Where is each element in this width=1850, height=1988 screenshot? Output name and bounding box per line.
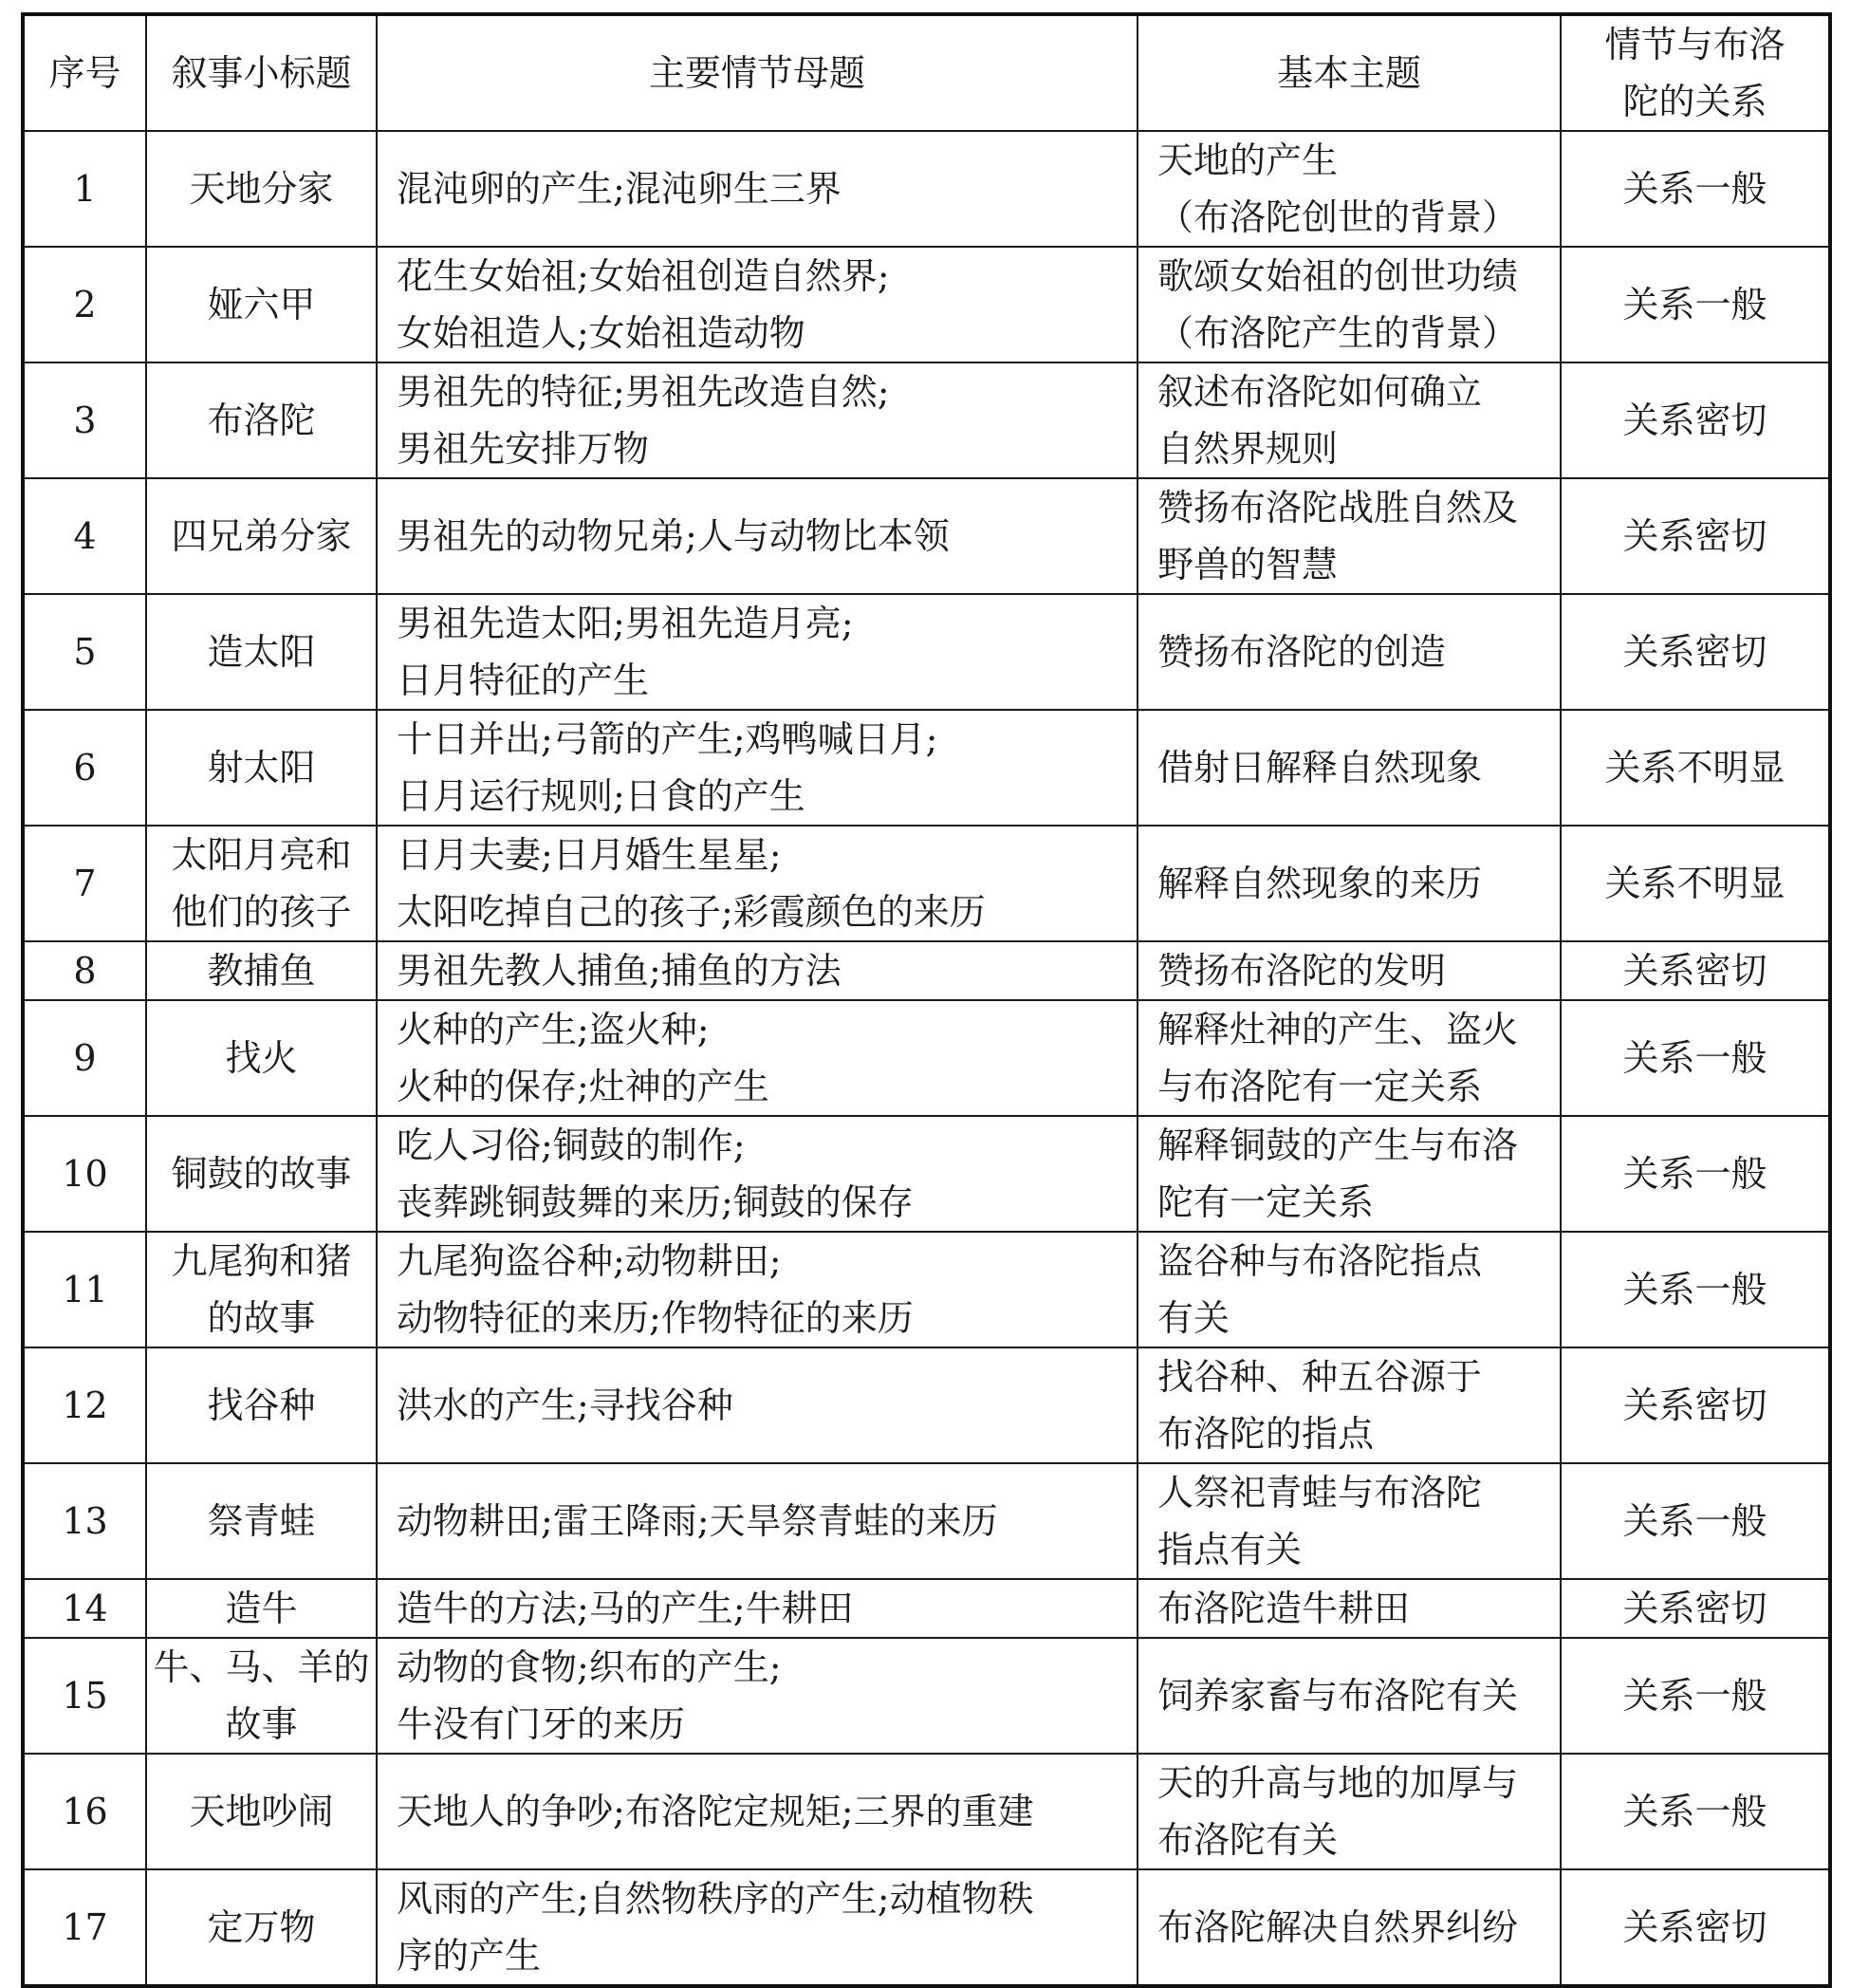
cell-theme xyxy=(1138,1579,1561,1638)
header-relation: 情节与布洛 陀的关系 xyxy=(1561,14,1830,131)
cell-theme xyxy=(1138,1116,1561,1232)
cell-line: 歌颂女始祖的创世功绩 xyxy=(1157,255,1519,297)
cell-no: 17 xyxy=(23,1869,146,1986)
cell-line: 九尾狗和猪 xyxy=(171,1240,352,1282)
cell-title xyxy=(146,826,377,941)
cell-line: 人祭祀青蛙与布洛陀 xyxy=(1157,1472,1483,1514)
cell-line: 的故事 xyxy=(207,1297,316,1339)
table-row xyxy=(23,594,1830,710)
cell-line: 娅六甲 xyxy=(207,284,316,325)
cell-no: 3 xyxy=(23,362,146,478)
cell-title xyxy=(146,941,377,1000)
table-row xyxy=(23,1638,1830,1754)
cell-title xyxy=(146,1579,377,1638)
cell-theme xyxy=(1138,710,1561,826)
cell-relation: 关系一般 xyxy=(1561,1000,1830,1116)
cell-line: 铜鼓的故事 xyxy=(171,1153,352,1195)
cell-motifs xyxy=(377,1000,1138,1116)
cell-line: 陀有一定关系 xyxy=(1157,1181,1375,1223)
cell-line: 造太阳 xyxy=(207,631,316,673)
cell-line: 他们的孩子 xyxy=(171,891,352,933)
cell-line: 九尾狗盗谷种;动物耕田; xyxy=(397,1240,782,1282)
cell-theme xyxy=(1138,594,1561,710)
table-container xyxy=(21,12,1832,1988)
table-row xyxy=(23,131,1830,247)
table-row xyxy=(23,1579,1830,1638)
cell-line: 找火 xyxy=(225,1037,298,1079)
table-row xyxy=(23,478,1830,594)
cell-theme xyxy=(1138,247,1561,362)
cell-relation: 关系一般 xyxy=(1561,131,1830,247)
cell-motifs xyxy=(377,247,1138,362)
cell-relation: 关系密切 xyxy=(1561,1579,1830,1638)
cell-theme xyxy=(1138,1232,1561,1347)
cell-line: 找谷种 xyxy=(207,1384,316,1426)
cell-line: 日月特征的产生 xyxy=(397,660,650,701)
table-row xyxy=(23,1463,1830,1579)
cell-line: 吃人习俗;铜鼓的制作; xyxy=(397,1124,746,1166)
cell-line: 洪水的产生;寻找谷种 xyxy=(397,1384,733,1426)
cell-title xyxy=(146,247,377,362)
cell-line: 解释铜鼓的产生与布洛 xyxy=(1157,1124,1519,1166)
cell-motifs xyxy=(377,1638,1138,1754)
cell-line: （布洛陀创世的背景） xyxy=(1157,196,1519,238)
cell-relation: 关系不明显 xyxy=(1561,826,1830,941)
cell-line: 太阳月亮和 xyxy=(171,834,352,876)
cell-line: 动物的食物;织布的产生; xyxy=(397,1646,782,1688)
motif-table xyxy=(21,12,1832,1988)
cell-motifs xyxy=(377,1347,1138,1463)
cell-line: 丧葬跳铜鼓舞的来历;铜鼓的保存 xyxy=(397,1181,914,1223)
cell-theme xyxy=(1138,478,1561,594)
cell-line: 牛没有门牙的来历 xyxy=(397,1703,686,1745)
cell-line: 射太阳 xyxy=(207,747,316,789)
cell-no: 16 xyxy=(23,1754,146,1869)
cell-relation: 关系一般 xyxy=(1561,1754,1830,1869)
cell-title xyxy=(146,478,377,594)
cell-line: 天的升高与地的加厚与 xyxy=(1157,1762,1519,1804)
cell-line: 四兄弟分家 xyxy=(171,515,352,557)
header-motifs: 主要情节母题 xyxy=(377,14,1138,131)
table-row xyxy=(23,941,1830,1000)
header-row xyxy=(23,14,1830,131)
cell-line: 饲养家畜与布洛陀有关 xyxy=(1157,1675,1519,1717)
table-row xyxy=(23,1116,1830,1232)
cell-line: 十日并出;弓箭的产生;鸡鸭喊日月; xyxy=(397,718,938,760)
cell-line: 祭青蛙 xyxy=(207,1500,316,1542)
cell-relation: 关系一般 xyxy=(1561,247,1830,362)
cell-line: 天地的产生 xyxy=(1157,139,1339,181)
cell-no: 10 xyxy=(23,1116,146,1232)
cell-title xyxy=(146,1347,377,1463)
cell-line: 男祖先安排万物 xyxy=(397,428,650,470)
cell-line: 赞扬布洛陀的创造 xyxy=(1157,631,1447,673)
cell-line: 布洛陀造牛耕田 xyxy=(1157,1588,1411,1629)
cell-relation: 关系密切 xyxy=(1561,478,1830,594)
cell-no: 4 xyxy=(23,478,146,594)
cell-line: 太阳吃掉自己的孩子;彩霞颜色的来历 xyxy=(397,891,986,933)
table-row xyxy=(23,1347,1830,1463)
cell-theme xyxy=(1138,1754,1561,1869)
cell-theme xyxy=(1138,1638,1561,1754)
cell-relation: 关系一般 xyxy=(1561,1116,1830,1232)
cell-no: 14 xyxy=(23,1579,146,1638)
cell-theme xyxy=(1138,826,1561,941)
cell-relation: 关系密切 xyxy=(1561,362,1830,478)
cell-no: 1 xyxy=(23,131,146,247)
cell-line: 解释自然现象的来历 xyxy=(1157,863,1483,904)
cell-no: 2 xyxy=(23,247,146,362)
cell-theme xyxy=(1138,362,1561,478)
cell-title xyxy=(146,1638,377,1754)
cell-line: 自然界规则 xyxy=(1157,428,1339,470)
cell-line: 天地人的争吵;布洛陀定规矩;三界的重建 xyxy=(397,1791,1034,1832)
cell-line: 序的产生 xyxy=(397,1935,542,1977)
cell-no: 15 xyxy=(23,1638,146,1754)
cell-line: 混沌卵的产生;混沌卵生三界 xyxy=(397,168,842,210)
cell-line: 布洛陀 xyxy=(207,399,316,441)
cell-no: 6 xyxy=(23,710,146,826)
cell-title xyxy=(146,362,377,478)
cell-no: 9 xyxy=(23,1000,146,1116)
cell-line: 借射日解释自然现象 xyxy=(1157,747,1483,789)
cell-title xyxy=(146,1116,377,1232)
cell-line: 牛、马、羊的 xyxy=(153,1646,370,1688)
cell-line: 找谷种、种五谷源于 xyxy=(1157,1356,1483,1398)
cell-line: （布洛陀产生的背景） xyxy=(1157,312,1519,354)
header-theme: 基本主题 xyxy=(1138,14,1561,131)
cell-relation: 关系密切 xyxy=(1561,941,1830,1000)
cell-line: 定万物 xyxy=(207,1906,316,1948)
cell-relation: 关系一般 xyxy=(1561,1463,1830,1579)
cell-title xyxy=(146,1000,377,1116)
cell-line: 日月运行规则;日食的产生 xyxy=(397,775,805,817)
cell-line: 布洛陀解决自然界纠纷 xyxy=(1157,1906,1519,1948)
cell-motifs xyxy=(377,1463,1138,1579)
cell-motifs xyxy=(377,1232,1138,1347)
cell-motifs xyxy=(377,1116,1138,1232)
cell-motifs xyxy=(377,594,1138,710)
cell-line: 赞扬布洛陀战胜自然及 xyxy=(1157,487,1519,529)
cell-no: 13 xyxy=(23,1463,146,1579)
cell-line: 与布洛陀有一定关系 xyxy=(1157,1066,1483,1107)
cell-motifs xyxy=(377,941,1138,1000)
table-row xyxy=(23,826,1830,941)
cell-relation: 关系密切 xyxy=(1561,1869,1830,1986)
cell-line: 指点有关 xyxy=(1157,1529,1303,1570)
cell-line: 布洛陀有关 xyxy=(1157,1819,1339,1861)
cell-line: 花生女始祖;女始祖创造自然界; xyxy=(397,255,890,297)
cell-line: 男祖先的特征;男祖先改造自然; xyxy=(397,371,890,413)
cell-line: 火种的保存;灶神的产生 xyxy=(397,1066,769,1107)
cell-line: 造牛的方法;马的产生;牛耕田 xyxy=(397,1588,854,1629)
cell-theme xyxy=(1138,1869,1561,1986)
cell-title xyxy=(146,594,377,710)
cell-relation: 关系密切 xyxy=(1561,594,1830,710)
cell-theme xyxy=(1138,1463,1561,1579)
cell-no: 7 xyxy=(23,826,146,941)
cell-line: 火种的产生;盗火种; xyxy=(397,1009,710,1050)
cell-title xyxy=(146,1232,377,1347)
cell-line: 男祖先的动物兄弟;人与动物比本领 xyxy=(397,515,950,557)
cell-motifs xyxy=(377,826,1138,941)
cell-line: 动物特征的来历;作物特征的来历 xyxy=(397,1297,914,1339)
table-row xyxy=(23,710,1830,826)
cell-no: 12 xyxy=(23,1347,146,1463)
cell-line: 女始祖造人;女始祖造动物 xyxy=(397,312,805,354)
cell-line: 日月夫妻;日月婚生星星; xyxy=(397,834,782,876)
cell-line: 有关 xyxy=(1157,1297,1230,1339)
cell-line: 叙述布洛陀如何确立 xyxy=(1157,371,1483,413)
cell-title xyxy=(146,710,377,826)
cell-line: 布洛陀的指点 xyxy=(1157,1413,1375,1455)
cell-line: 男祖先教人捕鱼;捕鱼的方法 xyxy=(397,950,842,992)
cell-line: 野兽的智慧 xyxy=(1157,544,1339,585)
cell-line: 动物耕田;雷王降雨;天旱祭青蛙的来历 xyxy=(397,1500,998,1542)
cell-relation: 关系不明显 xyxy=(1561,710,1830,826)
cell-motifs xyxy=(377,1579,1138,1638)
cell-title xyxy=(146,1463,377,1579)
cell-theme xyxy=(1138,1000,1561,1116)
cell-motifs xyxy=(377,478,1138,594)
table-row xyxy=(23,1754,1830,1869)
cell-no: 8 xyxy=(23,941,146,1000)
cell-theme xyxy=(1138,131,1561,247)
table-row xyxy=(23,362,1830,478)
cell-theme xyxy=(1138,1347,1561,1463)
cell-motifs xyxy=(377,131,1138,247)
cell-relation: 关系密切 xyxy=(1561,1347,1830,1463)
cell-title xyxy=(146,1869,377,1986)
cell-line: 天地吵闹 xyxy=(189,1791,334,1832)
cell-line: 天地分家 xyxy=(189,168,334,210)
header-no: 序号 xyxy=(23,14,146,131)
cell-line: 造牛 xyxy=(225,1588,298,1629)
table-row xyxy=(23,1869,1830,1986)
cell-line: 教捕鱼 xyxy=(207,950,316,992)
cell-line: 男祖先造太阳;男祖先造月亮; xyxy=(397,603,854,644)
cell-title xyxy=(146,131,377,247)
cell-line: 解释灶神的产生、盗火 xyxy=(1157,1009,1519,1050)
header-title: 叙事小标题 xyxy=(146,14,377,131)
cell-relation: 关系一般 xyxy=(1561,1232,1830,1347)
cell-line: 故事 xyxy=(225,1703,298,1745)
cell-motifs xyxy=(377,362,1138,478)
table-row xyxy=(23,1232,1830,1347)
cell-line: 风雨的产生;自然物秩序的产生;动植物秩 xyxy=(397,1878,1034,1920)
cell-motifs xyxy=(377,710,1138,826)
cell-line: 赞扬布洛陀的发明 xyxy=(1157,950,1447,992)
cell-line: 盗谷种与布洛陀指点 xyxy=(1157,1240,1483,1282)
cell-relation: 关系一般 xyxy=(1561,1638,1830,1754)
cell-motifs xyxy=(377,1754,1138,1869)
table-row xyxy=(23,247,1830,362)
table-row xyxy=(23,1000,1830,1116)
cell-motifs xyxy=(377,1869,1138,1986)
cell-no: 5 xyxy=(23,594,146,710)
cell-theme xyxy=(1138,941,1561,1000)
cell-no: 11 xyxy=(23,1232,146,1347)
cell-title xyxy=(146,1754,377,1869)
